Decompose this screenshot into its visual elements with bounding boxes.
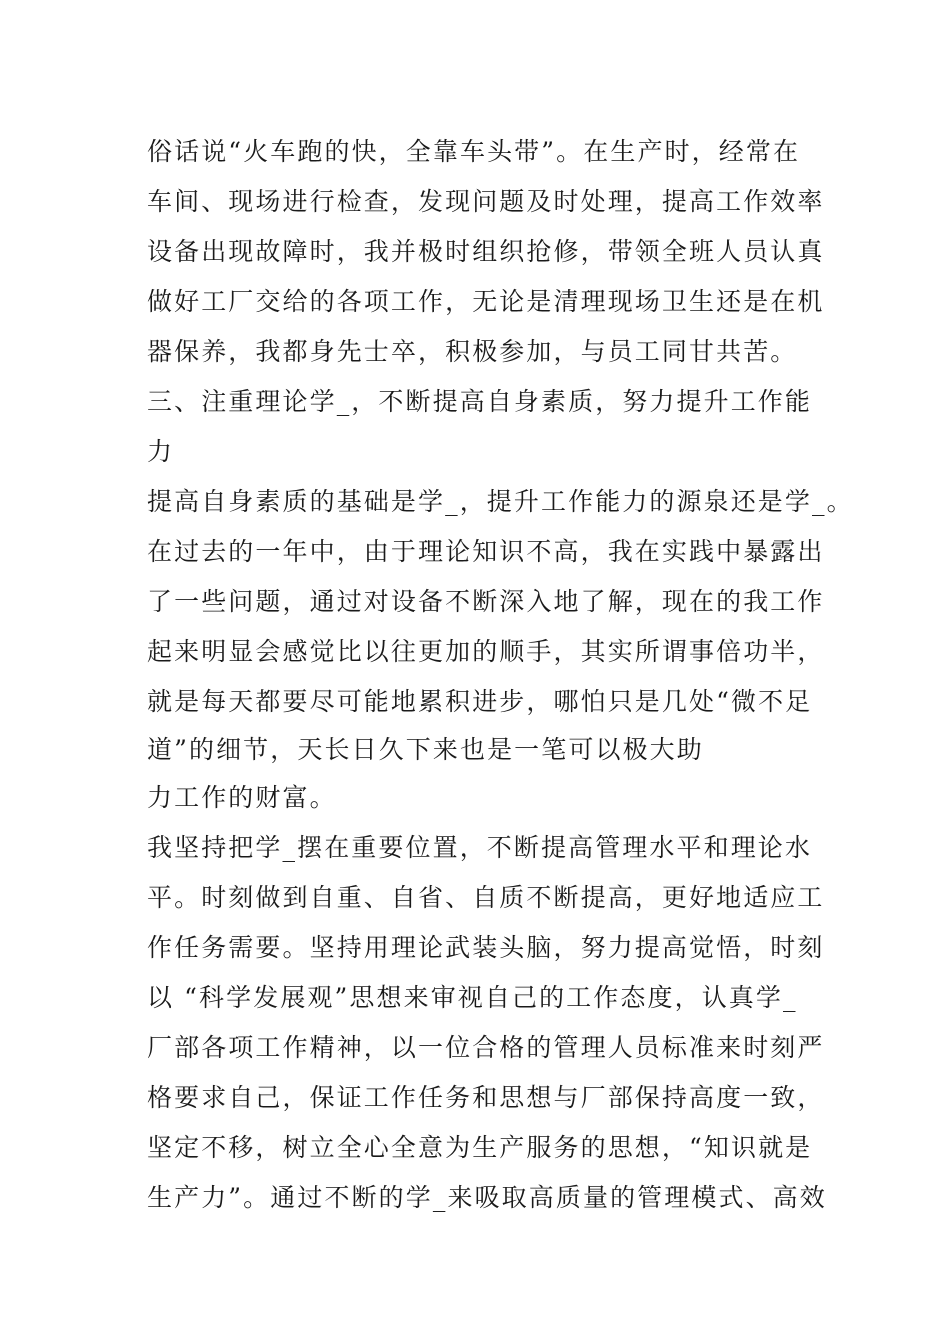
paragraph-line: 就是每天都要尽可能地累积进步，哪怕只是几处“微不足 xyxy=(147,687,813,716)
paragraph-line: 力工作的财富。 xyxy=(147,783,337,812)
paragraph-line: 坚定不移，树立全心全意为生产服务的思想，“知识就是 xyxy=(147,1133,813,1162)
paragraph-line: 做好工厂交给的各项工作，无论是清理现场卫生还是在机 xyxy=(147,287,825,316)
paragraph-line: 以 “科学发展观”思想来审视自己的工作态度，认真学_ xyxy=(147,983,798,1012)
paragraph-line: 道”的细节，天长日久下来也是一笔可以极大助 xyxy=(147,735,704,764)
paragraph-line: 了一些问题，通过对设备不断深入地了解，现在的我工作 xyxy=(147,587,825,616)
paragraph-line: 格要求自己，保证工作任务和思想与厂部保持高度一致， xyxy=(147,1083,825,1112)
paragraph-line: 俗话说“火车跑的快，全靠车头带”。在生产时，经常在 xyxy=(147,137,801,166)
paragraph-line: 器保养，我都身先士卒，积极参加，与员工同甘共苦。 xyxy=(147,337,798,366)
paragraph-line: 我坚持把学_摆在重要位置，不断提高管理水平和理论水 xyxy=(147,833,813,862)
paragraph-line: 平。时刻做到自重、自省、自质不断提高，更好地适应工 xyxy=(147,883,825,912)
paragraph-line: 设备出现故障时，我并极时组织抢修，带领全班人员认真 xyxy=(147,237,825,266)
section-heading-continued: 力 xyxy=(147,437,175,466)
paragraph-line: 车间、现场进行检查，发现问题及时处理，提高工作效率 xyxy=(147,187,825,216)
paragraph-line: 起来明显会感觉比以往更加的顺手，其实所谓事倍功半， xyxy=(147,637,825,666)
paragraph-line: 在过去的一年中，由于理论知识不高，我在实践中暴露出 xyxy=(147,537,825,566)
paragraph-line: 厂部各项工作精神，以一位合格的管理人员标准来时刻严 xyxy=(147,1033,825,1062)
paragraph-line: 提高自身素质的基础是学_，提升工作能力的源泉还是学_。 xyxy=(147,487,854,516)
section-heading: 三、注重理论学_，不断提高自身素质，努力提升工作能 xyxy=(147,387,813,416)
paragraph-line: 生产力”。通过不断的学_来吸取高质量的管理模式、高效 xyxy=(147,1183,827,1212)
paragraph-line: 作任务需要。坚持用理论武装头脑，努力提高觉悟，时刻 xyxy=(147,933,825,962)
